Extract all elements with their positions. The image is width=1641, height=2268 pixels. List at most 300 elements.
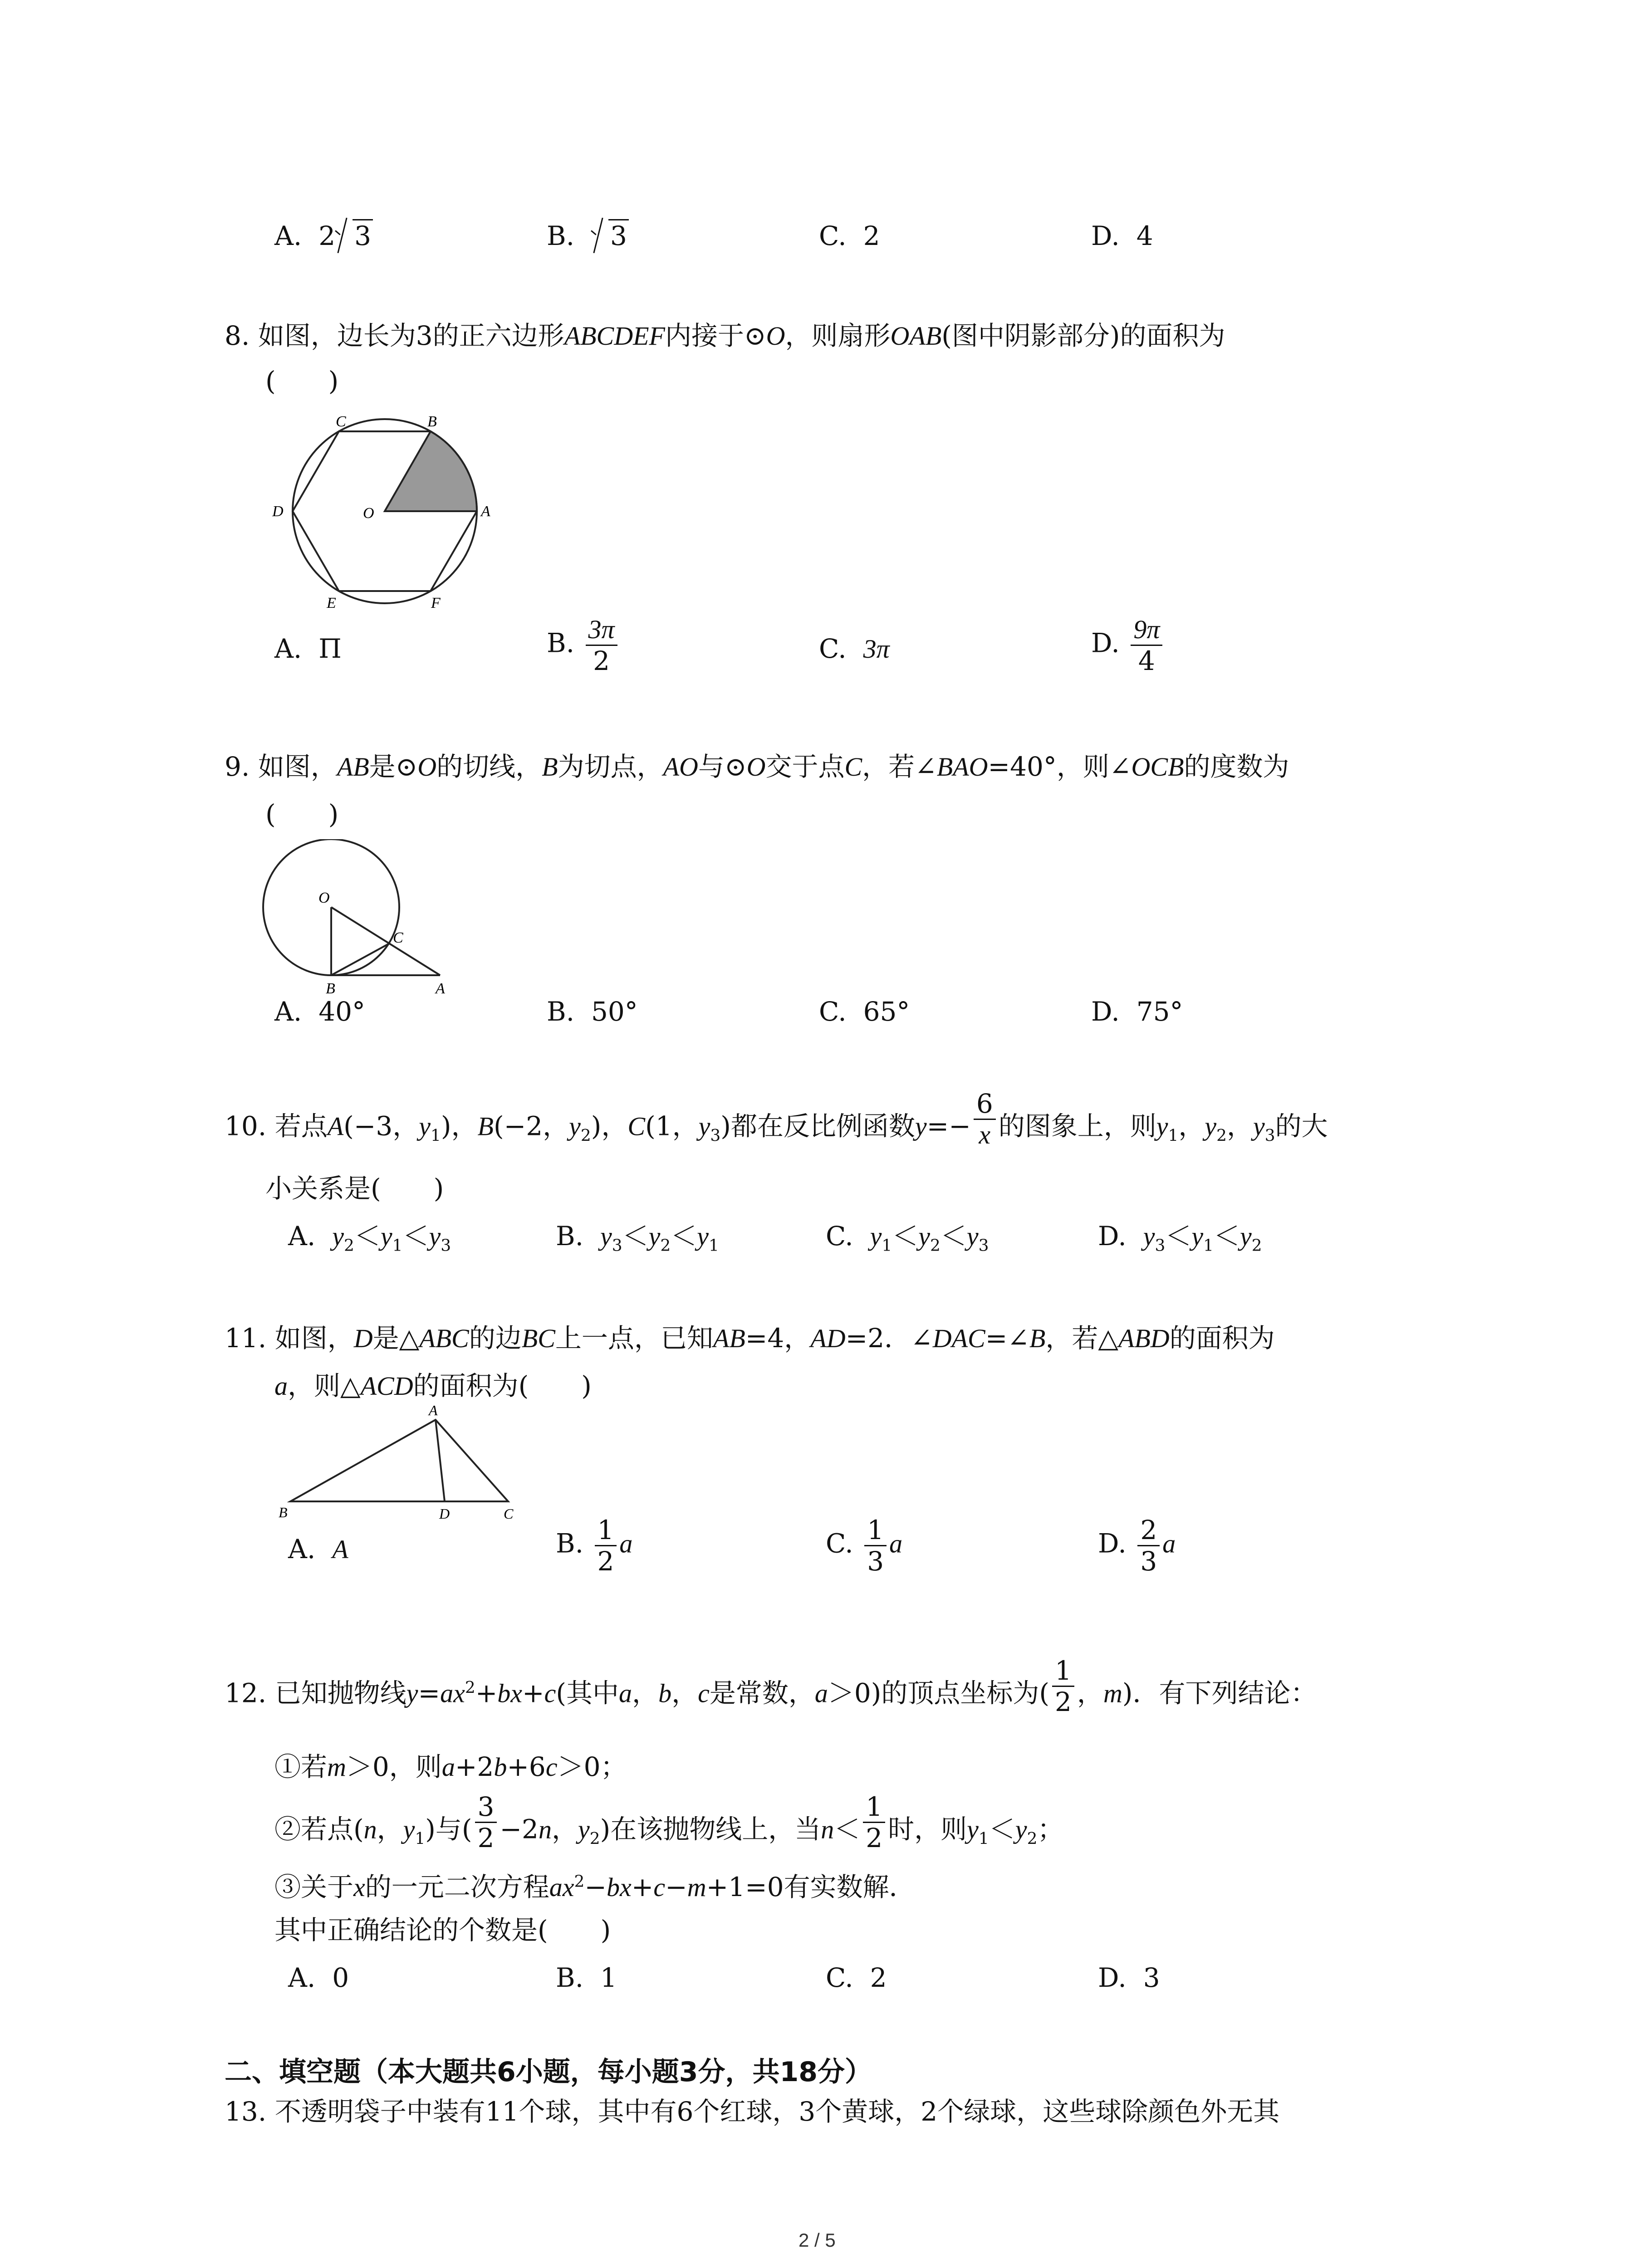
subscript: 3 — [441, 1236, 451, 1255]
q9-tangent-figure — [259, 839, 458, 1002]
option-var: a — [1162, 1529, 1176, 1559]
stem-text: + — [631, 1872, 654, 1902]
stem-text: ，则扇形 — [785, 320, 891, 351]
option-letter: D. — [1098, 1221, 1127, 1251]
q11-triangle-figure — [272, 1402, 526, 1524]
stem-math: O — [417, 752, 437, 782]
var: y — [648, 1222, 661, 1251]
denominator: 4 — [1138, 645, 1155, 676]
option-letter: A. — [274, 220, 302, 251]
subscript: 2 — [930, 1236, 941, 1255]
stem-text: 是常数， — [709, 1677, 815, 1709]
var: y — [380, 1222, 392, 1251]
radicand: 3 — [353, 219, 373, 251]
subscript: 1 — [978, 1829, 989, 1848]
option-letter: C. — [826, 1962, 853, 1993]
option-letter: C. — [826, 1221, 853, 1251]
numerator: 6 — [974, 1089, 996, 1120]
lt-sign: ＜ — [402, 1221, 429, 1251]
stem-text: + — [522, 1677, 544, 1709]
q12-conclusion-3 — [274, 1871, 916, 1903]
option-letter: B. — [556, 1962, 584, 1993]
option-var: a — [619, 1529, 633, 1559]
stem-text: (其中 — [556, 1677, 619, 1709]
subscript: 2 — [1251, 1236, 1262, 1255]
stem-math: a — [274, 1371, 288, 1401]
q11-option-a — [288, 1533, 348, 1565]
q11-option-c — [826, 1515, 902, 1576]
stem-text: ， — [632, 1677, 659, 1709]
stem-text: ，若△ — [1045, 1323, 1118, 1354]
stem-math: m — [687, 1872, 706, 1902]
option-letter: A. — [274, 996, 302, 1027]
stem-math: AD — [810, 1324, 846, 1353]
subscript: 3 — [710, 1126, 721, 1145]
option-coef: 2 — [318, 220, 336, 251]
stem-text: = — [418, 1677, 441, 1709]
stem-text: 上一点，已知 — [555, 1323, 713, 1354]
option-letter: B. — [547, 996, 575, 1027]
fraction — [595, 1515, 617, 1576]
denominator: 2 — [477, 1823, 495, 1853]
stem-math: y — [1253, 1111, 1265, 1141]
stem-text: 的边 — [469, 1323, 522, 1354]
subscript: 3 — [1264, 1126, 1275, 1145]
label-b: B — [279, 1504, 288, 1520]
q10-option-b — [556, 1220, 719, 1255]
stem-text: =4， — [745, 1323, 811, 1354]
denominator: 2 — [593, 645, 610, 676]
stem-math: B — [477, 1111, 494, 1141]
subscript: 1 — [392, 1236, 403, 1255]
label-b: B — [427, 413, 437, 430]
stem-math: a — [814, 1678, 828, 1708]
label-c: C — [393, 929, 403, 946]
q12-conclusion-2 — [274, 1791, 1064, 1853]
subscript: 2 — [660, 1236, 671, 1255]
q10-option-d — [1098, 1220, 1262, 1255]
stem-math: y — [578, 1814, 590, 1844]
stem-text: =40°，则∠ — [988, 751, 1132, 782]
q12-option-c — [826, 1962, 887, 1994]
stem-math: y — [698, 1111, 710, 1141]
q12-option-b — [556, 1962, 617, 1994]
stem-math: OCB — [1131, 752, 1184, 782]
q12-stem-line1 — [225, 1655, 1317, 1717]
stem-math: y — [403, 1814, 415, 1844]
sqrt-symbol — [591, 220, 629, 252]
stem-text: =∠ — [985, 1323, 1029, 1354]
stem-math: bx — [607, 1872, 632, 1902]
numerator: 1 — [863, 1792, 885, 1823]
stem-math: ABCDEF — [564, 321, 665, 351]
label-e: E — [327, 595, 336, 611]
stem-math: y — [569, 1111, 581, 1141]
var: y — [870, 1222, 882, 1251]
stem-text: 的一元二次方程 — [365, 1872, 549, 1902]
stem-text: 的图象上，则 — [998, 1110, 1156, 1142]
stem-math: bx — [497, 1678, 523, 1708]
lt-sign: ＜ — [671, 1221, 697, 1251]
option-letter: A. — [288, 1221, 316, 1251]
stem-math: ax — [549, 1872, 574, 1902]
stem-math: x — [353, 1872, 365, 1902]
stem-math: ABD — [1118, 1324, 1170, 1353]
stem-text: ，若∠ — [862, 751, 937, 782]
option-letter: D. — [1098, 1528, 1127, 1559]
question-number: 8. — [225, 320, 250, 351]
option-letter: C. — [819, 996, 847, 1027]
stem-text: 的切线， — [436, 751, 542, 782]
q12-option-d — [1098, 1962, 1160, 1994]
option-letter: B. — [556, 1221, 584, 1251]
question-number: 9. — [225, 751, 250, 782]
lt-sign: ＜ — [354, 1221, 381, 1251]
subscript: 1 — [1203, 1236, 1214, 1255]
stem-math: C — [844, 752, 862, 782]
stem-math: y — [915, 1111, 927, 1141]
subscript: 3 — [1155, 1236, 1166, 1255]
stem-text: +2 — [455, 1751, 494, 1782]
label-f: F — [431, 595, 441, 611]
stem-math: AO — [663, 752, 698, 782]
stem-math: y — [1156, 1111, 1168, 1141]
option-letter: C. — [826, 1528, 853, 1559]
var: y — [918, 1222, 931, 1251]
stem-math: c — [544, 1678, 556, 1708]
q8-option-d — [1091, 615, 1165, 676]
q7-option-d — [1091, 220, 1153, 252]
label-a: A — [481, 503, 490, 520]
stem-text: 是△ — [372, 1323, 420, 1354]
stem-text: + — [475, 1677, 498, 1709]
stem-text: )．有下列结论： — [1122, 1677, 1317, 1709]
subscript: 1 — [431, 1126, 441, 1145]
stem-text: ②若点( — [274, 1813, 364, 1845]
stem-text: ， — [1077, 1677, 1103, 1709]
q9-option-a — [274, 996, 365, 1027]
stem-math: ax — [440, 1678, 465, 1708]
fraction — [864, 1515, 887, 1576]
q8-option-c — [819, 633, 890, 665]
stem-text: 是⊙ — [369, 751, 418, 782]
var: y — [1191, 1222, 1204, 1251]
q11-stem-line1 — [225, 1322, 1275, 1354]
subscript: 1 — [1168, 1126, 1179, 1145]
stem-math: n — [363, 1814, 377, 1844]
option-text: 2 — [863, 220, 880, 251]
stem-math: B — [1029, 1324, 1046, 1353]
stem-math: y — [1015, 1814, 1027, 1844]
stem-math: BAO — [936, 752, 988, 782]
option-letter: D. — [1091, 996, 1120, 1027]
stem-math: OAB — [890, 321, 942, 351]
stem-text: 如图，边长为3的正六边形 — [258, 320, 564, 351]
option-text: 40° — [318, 996, 366, 1027]
stem-text: ， — [551, 1813, 578, 1845]
option-text: 0 — [332, 1962, 349, 1993]
stem-text: 的大 — [1275, 1110, 1328, 1142]
q9-option-c — [819, 996, 910, 1027]
stem-math: m — [327, 1752, 346, 1782]
label-b: B — [326, 980, 335, 997]
numerator: 2 — [1137, 1515, 1160, 1546]
superscript: 2 — [465, 1678, 475, 1697]
fraction — [863, 1792, 885, 1853]
q10-option-a — [288, 1220, 451, 1255]
stem-text: )， — [591, 1110, 628, 1142]
stem-math: A — [327, 1111, 344, 1141]
stem-math: y — [1205, 1111, 1217, 1141]
q8-hexagon-figure — [268, 408, 504, 617]
page-number: 2 / 5 — [798, 2229, 836, 2251]
stem-math: D — [353, 1324, 373, 1353]
stem-text: 已知抛物线 — [274, 1677, 407, 1709]
stem-text: ，则△ — [288, 1370, 361, 1401]
sqrt-symbol — [335, 220, 373, 252]
stem-text: (1， — [645, 1110, 699, 1142]
label-d: D — [272, 503, 284, 520]
option-letter: B. — [556, 1528, 584, 1559]
stem-text: 为切点， — [558, 751, 663, 782]
stem-math: AB — [713, 1324, 745, 1353]
stem-text: ＜ — [834, 1813, 861, 1845]
question-number: 12. — [225, 1677, 267, 1709]
stem-math: B — [542, 752, 558, 782]
label-a: A — [436, 980, 445, 997]
option-letter: D. — [1091, 220, 1120, 251]
stem-math: c — [653, 1872, 666, 1902]
denominator: 3 — [867, 1546, 884, 1577]
var: y — [600, 1222, 612, 1251]
q8-stem — [225, 320, 1225, 352]
stem-text: (图中阴影部分)的面积为 — [941, 320, 1225, 351]
stem-text: 与⊙ — [698, 751, 747, 782]
q7-option-c — [819, 220, 880, 252]
stem-text: 若点 — [274, 1110, 328, 1142]
stem-math: ACD — [360, 1371, 413, 1401]
stem-text: +1=0有实数解． — [706, 1872, 916, 1902]
stem-math: a — [441, 1752, 455, 1782]
label-a: A — [429, 1402, 438, 1418]
stem-text: )都在反比例函数 — [720, 1110, 915, 1142]
question-number: 10. — [225, 1110, 267, 1142]
numerator: 1 — [1052, 1656, 1074, 1687]
radicand: 3 — [608, 219, 629, 251]
stem-text: +6 — [507, 1751, 546, 1782]
stem-text: −2 — [500, 1813, 539, 1845]
stem-text: ③关于 — [274, 1872, 354, 1902]
denominator: 2 — [866, 1823, 883, 1853]
label-c: C — [336, 413, 346, 430]
q10-stem-line2: 小关系是( ) — [265, 1173, 444, 1204]
stem-text: (−2， — [493, 1110, 569, 1142]
stem-math: O — [746, 752, 766, 782]
option-text: 75° — [1136, 996, 1183, 1027]
subscript: 3 — [978, 1236, 989, 1255]
numerator: 9π — [1131, 615, 1162, 646]
subscript: 2 — [343, 1236, 354, 1255]
stem-text: − — [584, 1872, 607, 1902]
option-letter: B. — [547, 627, 575, 659]
option-letter: D. — [1091, 627, 1120, 659]
denominator: 2 — [597, 1546, 614, 1577]
option-letter: C. — [819, 220, 847, 251]
fraction — [974, 1089, 996, 1150]
stem-text: ， — [1178, 1110, 1205, 1142]
numerator: 3 — [475, 1792, 497, 1823]
fraction — [1137, 1515, 1160, 1576]
denominator: 2 — [1055, 1686, 1072, 1717]
stem-math: ABC — [419, 1324, 469, 1353]
fraction — [475, 1792, 497, 1853]
q7-option-b — [547, 220, 629, 252]
subscript: 2 — [580, 1126, 591, 1145]
denominator: 3 — [1140, 1546, 1157, 1577]
q9-option-d — [1091, 996, 1183, 1027]
stem-text: ①若 — [274, 1751, 328, 1782]
stem-math: b — [658, 1678, 672, 1708]
stem-text: 如图， — [274, 1323, 354, 1354]
option-text: 1 — [600, 1962, 617, 1993]
lt-sign: ＜ — [622, 1221, 649, 1251]
numerator: 1 — [595, 1515, 617, 1546]
option-letter: C. — [819, 633, 847, 664]
question-number: 13. — [225, 2096, 267, 2127]
lt-sign: ＜ — [892, 1221, 919, 1251]
label-d: D — [439, 1505, 450, 1522]
stem-text: 时，则 — [888, 1813, 967, 1845]
stem-text: ＞0)的顶点坐标为( — [828, 1677, 1050, 1709]
lt-sign: ＜ — [1214, 1221, 1240, 1251]
subscript: 2 — [1027, 1829, 1038, 1848]
section-heading: 二、填空题（本大题共6小题，每小题3分，共18分） — [225, 2056, 872, 2088]
stem-math: y — [967, 1814, 979, 1844]
stem-math: AB — [337, 752, 369, 782]
option-text: 65° — [863, 996, 910, 1027]
label-o: O — [318, 890, 330, 906]
q10-stem-line1 — [225, 1088, 1328, 1150]
q11-option-b — [556, 1515, 632, 1576]
stem-math: a — [619, 1678, 632, 1708]
stem-text: ， — [1227, 1110, 1254, 1142]
label-c: C — [504, 1505, 514, 1522]
q11-stem-line2 — [274, 1370, 592, 1402]
q9-stem — [225, 751, 1289, 783]
stem-text: ， — [671, 1677, 698, 1709]
stem-text: ； — [1037, 1813, 1064, 1845]
label-o: O — [363, 505, 374, 522]
option-var: a — [889, 1529, 903, 1559]
option-letter: D. — [1098, 1962, 1127, 1993]
q7-option-a — [274, 220, 373, 252]
option-letter: A. — [274, 633, 302, 664]
stem-math: n — [821, 1814, 834, 1844]
option-text: 3 — [1143, 1962, 1160, 1993]
option-letter: A. — [288, 1534, 316, 1564]
fraction — [586, 615, 617, 676]
numerator: 3π — [586, 615, 617, 646]
q9-answer-paren: ( ) — [265, 799, 339, 830]
stem-text: )在该抛物线上，当 — [600, 1813, 821, 1845]
stem-math: O — [766, 321, 785, 351]
stem-math: DAC — [932, 1324, 985, 1353]
q10-option-c — [826, 1220, 989, 1255]
q9-option-b — [547, 996, 638, 1027]
stem-text: 内接于⊙ — [665, 320, 766, 351]
stem-text: ＞0； — [557, 1751, 627, 1782]
stem-text: 的面积为 — [1169, 1323, 1275, 1354]
var: y — [1240, 1222, 1252, 1251]
stem-text: )， — [441, 1110, 478, 1142]
stem-math: m — [1103, 1678, 1122, 1708]
option-text: 50° — [591, 996, 638, 1027]
subscript: 1 — [882, 1236, 892, 1255]
question-number: 11. — [225, 1323, 267, 1354]
subscript: 1 — [415, 1829, 426, 1848]
fraction — [1052, 1656, 1074, 1717]
stem-text: (−3， — [343, 1110, 419, 1142]
stem-math: c — [545, 1752, 558, 1782]
numerator: 1 — [864, 1515, 887, 1546]
stem-text: 的面积为( ) — [413, 1370, 592, 1401]
option-text: 2 — [870, 1962, 887, 1993]
var: y — [966, 1222, 979, 1251]
q12-count-question: 其中正确结论的个数是( ) — [274, 1915, 611, 1945]
superscript: 2 — [574, 1872, 585, 1891]
fraction — [1131, 615, 1162, 676]
option-text: A — [332, 1535, 348, 1564]
stem-text: 不透明袋子中装有11个球，其中有6个红球，3个黄球，2个绿球，这些球除颜色外无其 — [274, 2096, 1280, 2127]
option-text: Π — [318, 633, 342, 664]
denominator: x — [979, 1120, 991, 1149]
q13-stem — [225, 2096, 1279, 2127]
stem-math: y — [419, 1111, 431, 1141]
stem-text: =− — [926, 1110, 971, 1142]
subscript: 3 — [612, 1236, 622, 1255]
var: y — [1143, 1222, 1155, 1251]
option-text: 4 — [1136, 220, 1153, 251]
stem-text: ＜ — [989, 1813, 1015, 1845]
stem-math: c — [698, 1678, 710, 1708]
stem-text: ＞0，则 — [346, 1751, 442, 1782]
q11-option-d — [1098, 1515, 1176, 1576]
lt-sign: ＜ — [940, 1221, 967, 1251]
stem-math: n — [538, 1814, 552, 1844]
option-text: 3π — [863, 634, 890, 664]
stem-text: =2．∠ — [845, 1323, 933, 1354]
subscript: 2 — [589, 1829, 600, 1848]
stem-math: b — [494, 1752, 507, 1782]
stem-math: C — [627, 1111, 646, 1141]
q12-conclusion-1 — [274, 1751, 627, 1783]
stem-math: BC — [521, 1324, 555, 1353]
q12-option-a — [288, 1962, 349, 1994]
lt-sign: ＜ — [1165, 1221, 1192, 1251]
subscript: 2 — [1216, 1126, 1227, 1145]
stem-text: ， — [377, 1813, 403, 1845]
var: y — [429, 1222, 441, 1251]
stem-text: 的度数为 — [1184, 751, 1289, 782]
var: y — [332, 1222, 344, 1251]
var: y — [697, 1222, 709, 1251]
stem-text: 如图， — [258, 751, 337, 782]
q8-option-b — [547, 615, 620, 676]
stem-text: − — [665, 1872, 687, 1902]
subscript: 1 — [708, 1236, 719, 1255]
stem-text: 交于点 — [765, 751, 845, 782]
option-letter: B. — [547, 220, 575, 251]
